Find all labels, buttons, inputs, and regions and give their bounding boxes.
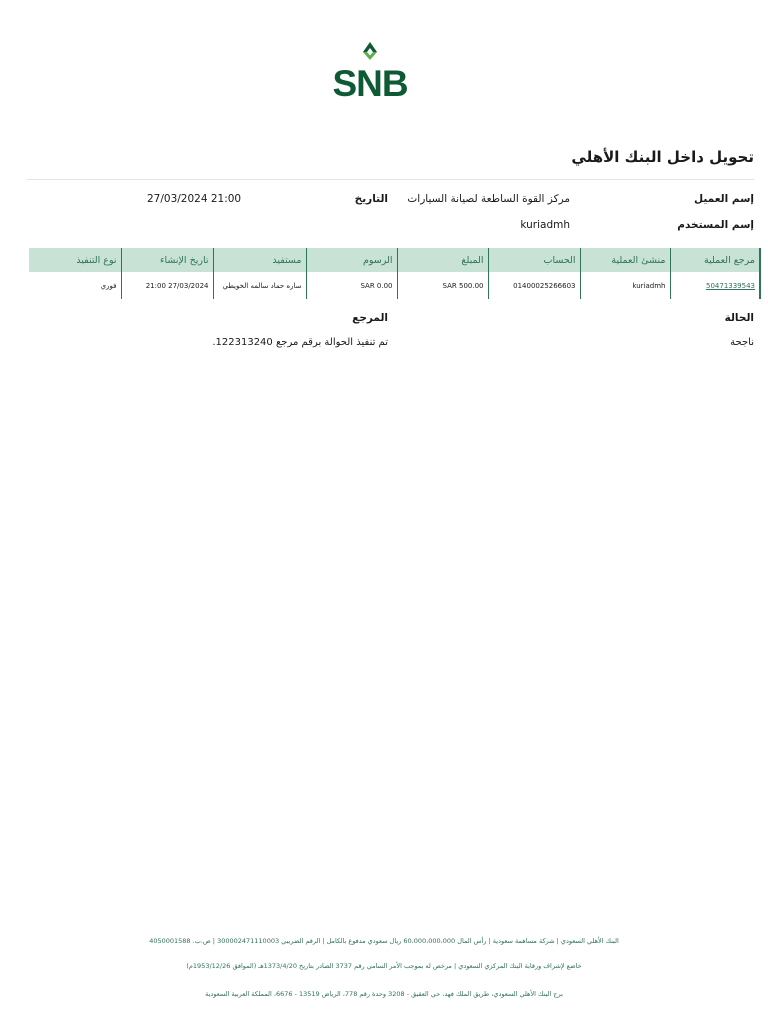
table-header-row — [28, 248, 760, 272]
info-labels — [677, 186, 754, 238]
user-name-label: إسم المستخدم — [677, 219, 754, 231]
transactions-table — [27, 248, 761, 299]
col-header-beneficiary: مستفيد — [213, 248, 306, 272]
cell-amount: SAR 500.00 — [397, 272, 488, 299]
customer-name-value: مركز القوة الساطعة لصيانة السيارات — [407, 193, 570, 205]
col-header-creation-date: تاريخ الإنشاء — [121, 248, 213, 272]
reference-value: تم تنفيذ الحوالة برقم مرجع 122313240. — [212, 337, 388, 348]
info-values — [407, 186, 570, 238]
customer-name-label: إسم العميل — [694, 193, 754, 205]
col-header-reference: مرجع العملية — [670, 248, 760, 272]
logo-text: SNB — [332, 63, 408, 104]
col-header-creator: منشئ العملية — [580, 248, 670, 272]
cell-creation-date: 27/03/2024 21:00 — [121, 272, 213, 299]
footer-line-3: برج البنك الأهلي السعودي، طريق الملك فهد، حي العقيق - 3208 وحدة رقم 778، الرياض 13519 - 6676، المملكة العربية السعودية — [205, 990, 563, 998]
col-header-amount: المبلغ — [397, 248, 488, 272]
footer-line-2: خاضع لإشراف ورقابة البنك المركزي السعودي | مرخص له بموجب الأمر السامي رقم 3737 الصادر بتاريخ 1373/4/20هـ (الموافق 1953/12/26م) — [186, 962, 582, 970]
table-row — [28, 272, 760, 299]
col-header-fees: الرسوم — [306, 248, 397, 272]
cell-account: 01400025266603 — [488, 272, 580, 299]
page-title: تحويل داخل البنك الأهلي — [571, 148, 754, 166]
col-header-execution-type: نوع التنفيذ — [28, 248, 121, 272]
cell-creator: kuriadmh — [580, 272, 670, 299]
date-value-block — [147, 186, 241, 212]
cell-reference — [670, 272, 760, 299]
transaction-reference-link[interactable]: 50471339543 — [706, 281, 755, 290]
cell-fees: SAR 0.00 — [306, 272, 397, 299]
cell-execution-type: فوري — [28, 272, 121, 299]
reference-label: المرجع — [352, 312, 388, 324]
status-label: الحالة — [724, 312, 754, 324]
cell-beneficiary: ساره حماد سالمه الخويطي — [213, 272, 306, 299]
date-label: التاريخ — [354, 193, 388, 205]
snb-logo — [330, 40, 410, 106]
col-header-account: الحساب — [488, 248, 580, 272]
date-label-block — [355, 186, 388, 212]
date-value: 27/03/2024 21:00 — [147, 193, 242, 205]
user-name-value: kuriadmh — [520, 219, 570, 231]
status-value: ناجحة — [730, 337, 754, 348]
footer-line-1: البنك الأهلي السعودي | شركة مساهمة سعودية | رأس المال 60،000،000،000 ريال سعودي مدفوع بالكامل | الرقم الضريبي 300002471110003 | ص.ب. 4050001588 — [149, 937, 619, 945]
title-divider — [27, 179, 754, 180]
